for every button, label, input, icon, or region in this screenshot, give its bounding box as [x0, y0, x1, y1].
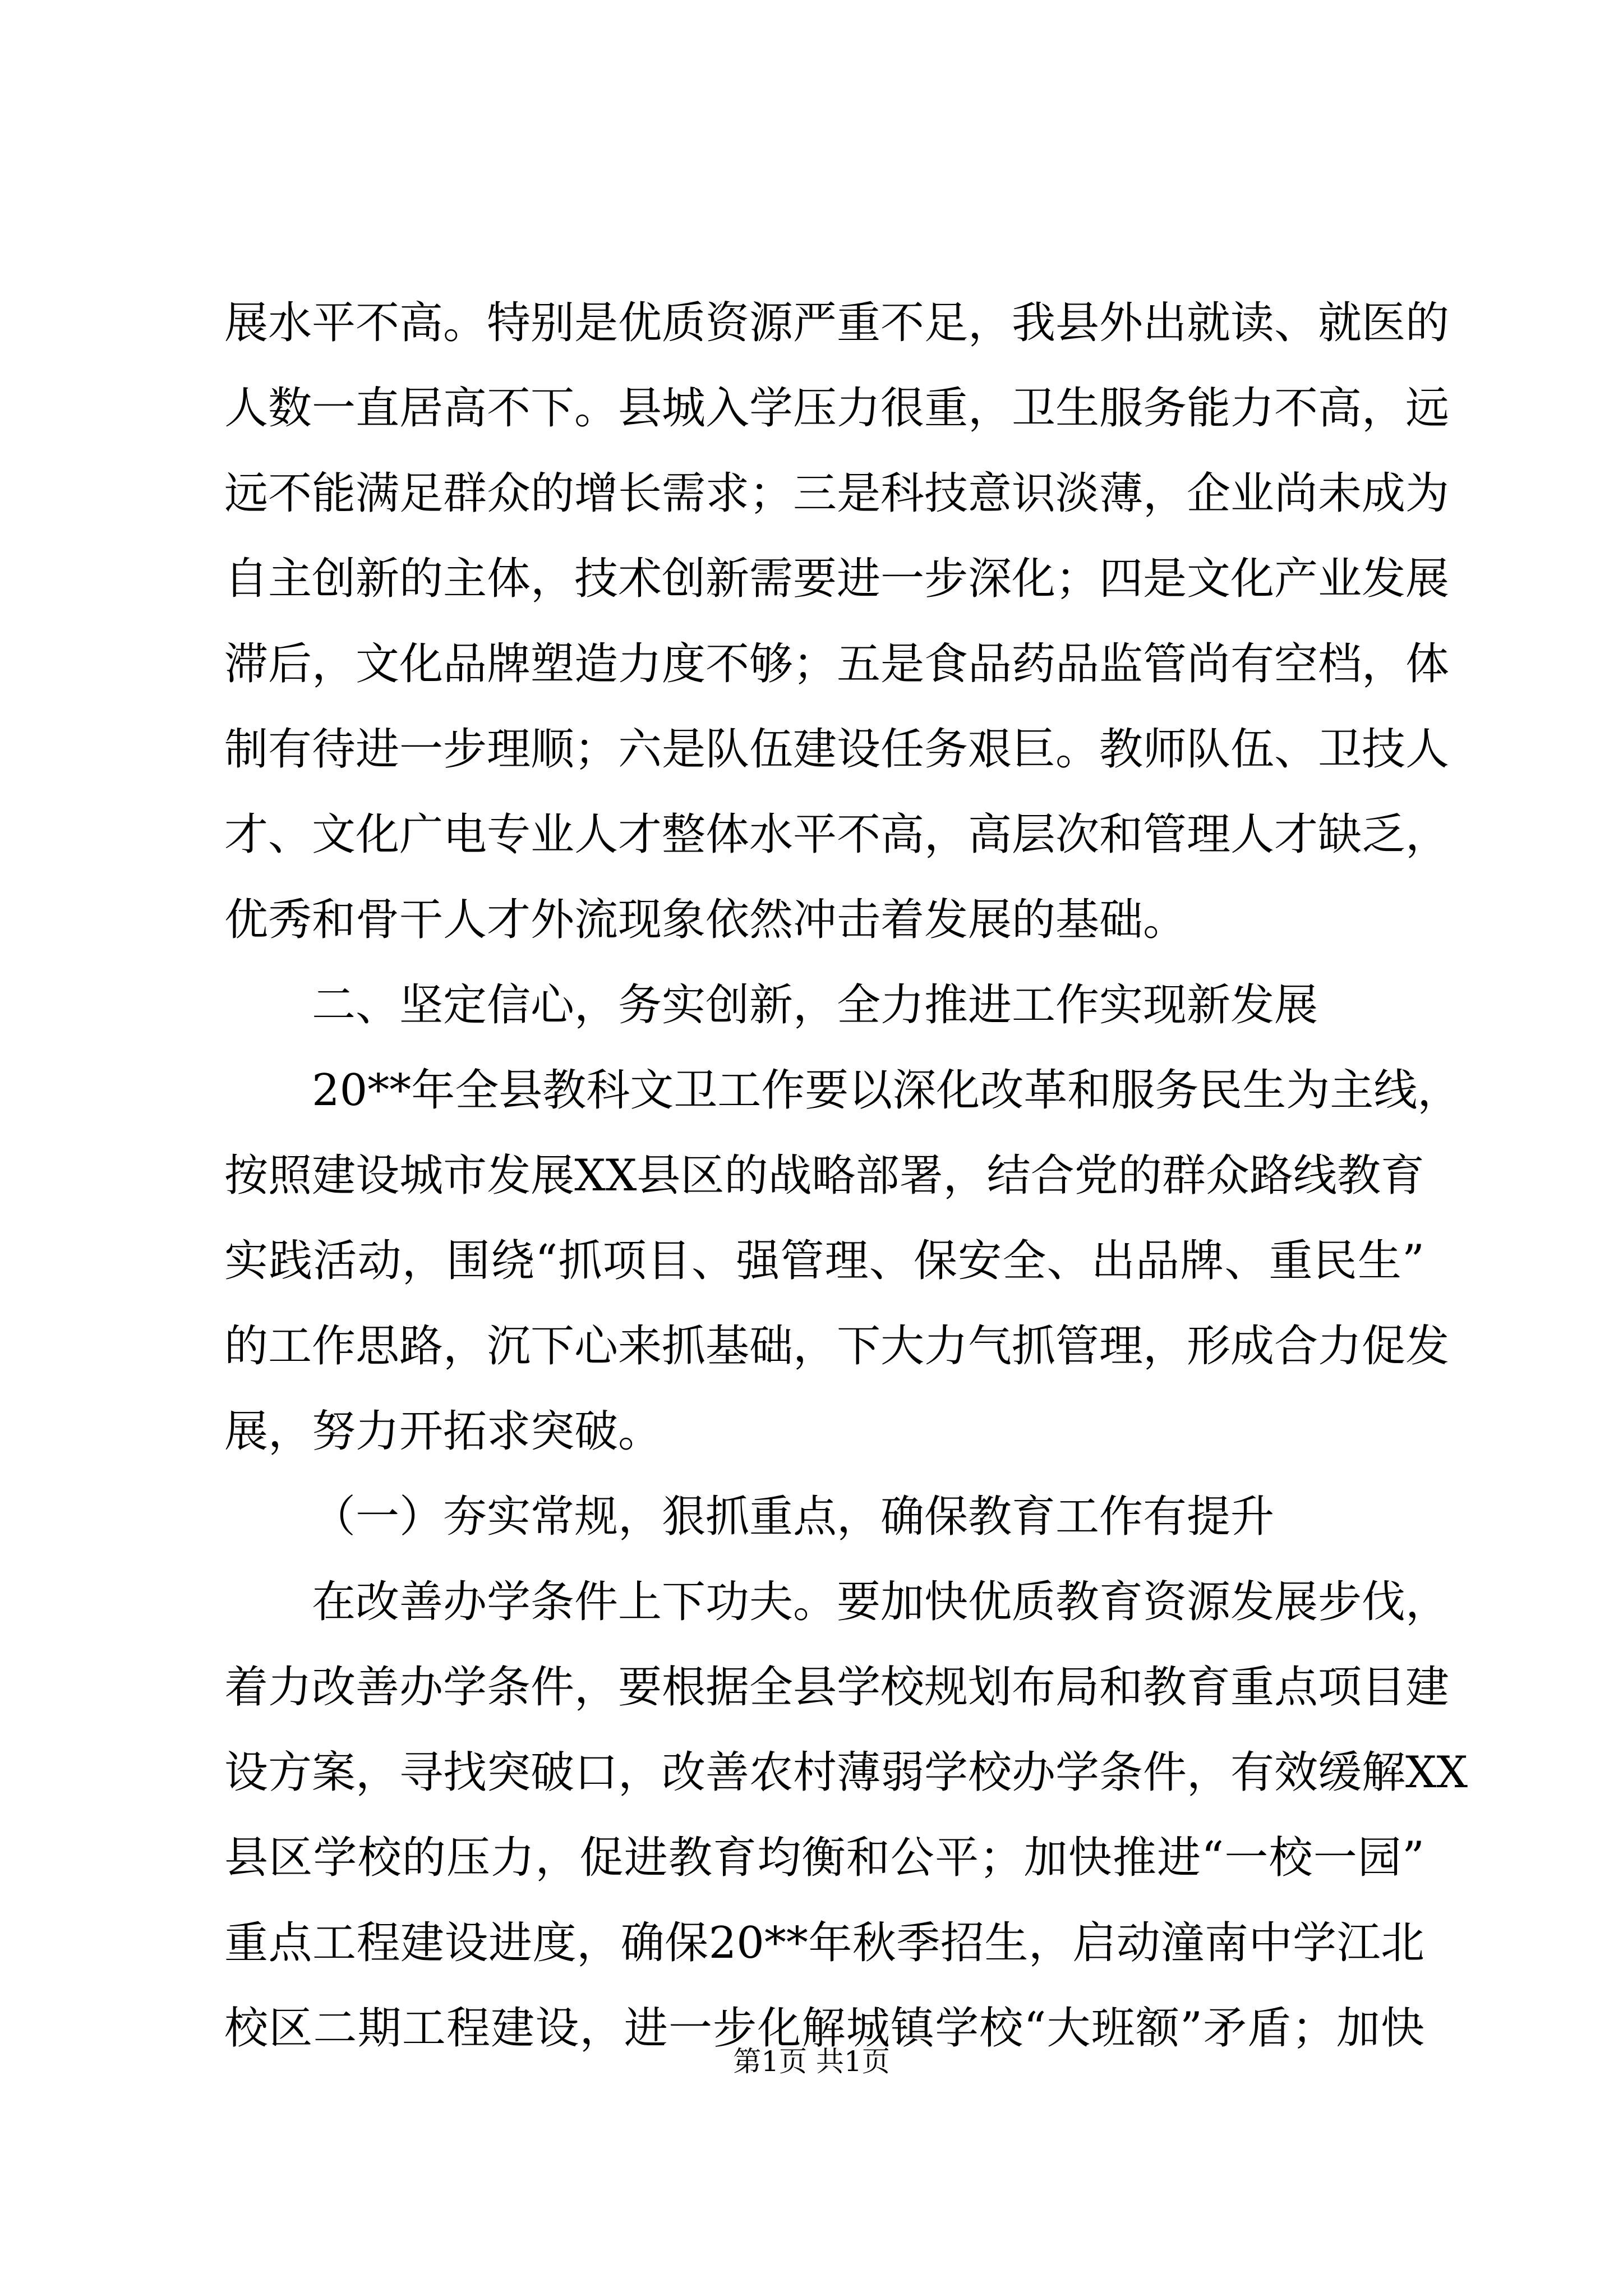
paragraph-line: 人数一直居高不下。县城入学压力很重，卫生服务能力不高，远 — [224, 383, 1450, 434]
paragraph-line: 的工作思路，沉下心来抓基础，下大力气抓管理，形成合力促发 — [224, 1321, 1450, 1372]
paragraph-line: 校区二期工程建设，进一步化解城镇学校“大班额”矛盾；加快 — [224, 2003, 1424, 2054]
paragraph-line: 着力改善办学条件，要根据全县学校规划布局和教育重点项目建 — [224, 1662, 1450, 1713]
paragraph-line: 按照建设城市发展XX县区的战略部署，结合党的群众路线教育 — [224, 1151, 1424, 1201]
paragraph-line: 实践活动，围绕“抓项目、强管理、保安全、出品牌、重民生” — [224, 1236, 1424, 1286]
document-body — [224, 280, 1468, 2071]
section-heading: 二、坚定信心，务实创新，全力推进工作实现新发展 — [312, 980, 1318, 1030]
paragraph-line: 远不能满足群众的增长需求；三是科技意识淡薄，企业尚未成为 — [224, 468, 1450, 519]
paragraph-line: 重点工程建设进度，确保20**年秋季招生，启动潼南中学江北 — [224, 1918, 1424, 1968]
paragraph-line: 自主创新的主体，技术创新需要进一步深化；四是文化产业发展 — [224, 554, 1450, 604]
paragraph-line: 才、文化广电专业人才整体水平不高，高层次和管理人才缺乏， — [224, 809, 1450, 860]
paragraph-line: 设方案，寻找突破口，改善农村薄弱学校办学条件，有效缓解XX — [224, 1747, 1468, 1798]
paragraph-line: 在改善办学条件上下功夫。要加快优质教育资源发展步伐， — [312, 1577, 1450, 1627]
paragraph-line: 展水平不高。特别是优质资源严重不足，我县外出就读、就医的 — [224, 298, 1450, 348]
paragraph-line: 滞后，文化品牌塑造力度不够；五是食品药品监管尚有空档，体 — [224, 639, 1450, 689]
paragraph-line: 20**年全县教科文卫工作要以深化改革和服务民生为主线， — [312, 1065, 1461, 1116]
paragraph-line: 展，努力开拓求突破。 — [224, 1406, 662, 1457]
paragraph-line: 县区学校的压力，促进教育均衡和公平；加快推进“一校一园” — [224, 1833, 1424, 1883]
subsection-heading: （一）夯实常规，狠抓重点，确保教育工作有提升 — [312, 1492, 1275, 1542]
page-footer: 第1页 共1页 — [733, 2045, 890, 2078]
paragraph-line: 制有待进一步理顺；六是队伍建设任务艰巨。教师队伍、卫技人 — [224, 724, 1450, 775]
paragraph-line: 优秀和骨干人才外流现象依然冲击着发展的基础。 — [224, 895, 1187, 945]
